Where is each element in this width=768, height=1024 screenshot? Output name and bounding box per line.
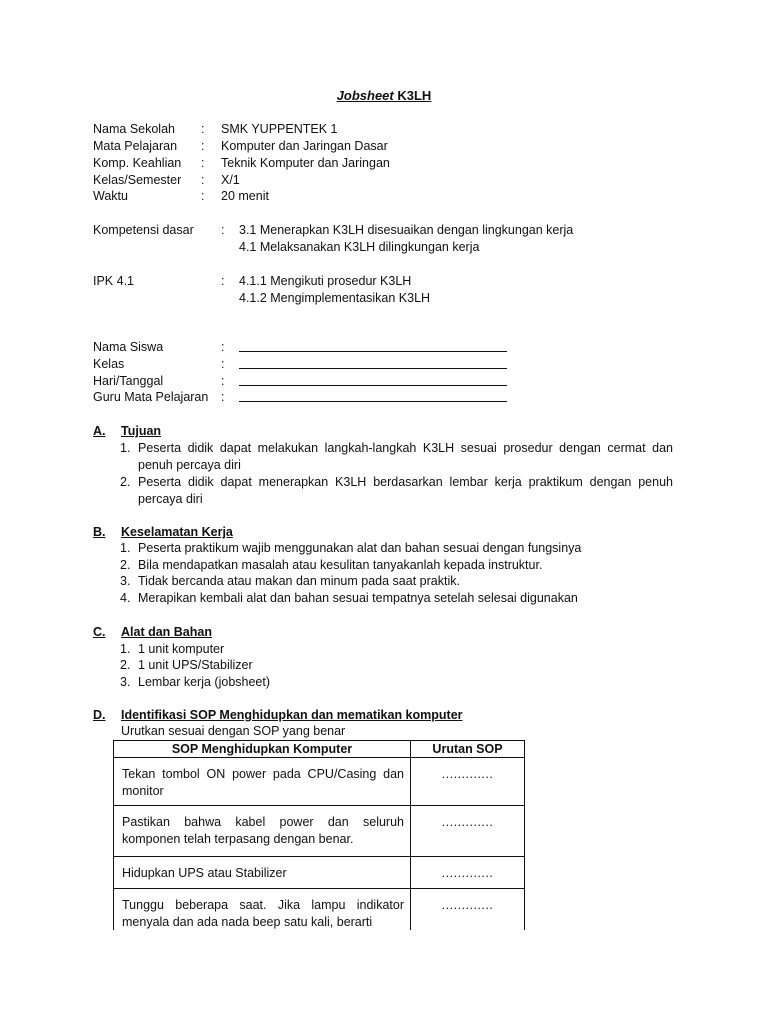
table-row (114, 806, 525, 857)
list-item (120, 557, 673, 574)
student-label: Hari/Tanggal (93, 374, 164, 388)
sop-step: Hidupkan UPS atau Stabilizer (114, 857, 411, 889)
blank-line[interactable] (239, 401, 507, 402)
colon: : (201, 122, 205, 136)
colon: : (221, 223, 225, 237)
blank-line[interactable] (239, 368, 507, 369)
item-number: 3. (120, 675, 131, 689)
kompetensi-line: 4.1 Melaksanakan K3LH dilingkungan kerja (239, 240, 480, 254)
info-label: Nama Sekolah (93, 122, 175, 136)
page-cutoff-mask (113, 930, 525, 1024)
info-label: Komp. Keahlian (93, 156, 182, 170)
info-value: SMK YUPPENTEK 1 (221, 122, 338, 136)
item-number: 3. (120, 574, 131, 588)
section-letter: C. (93, 625, 106, 639)
sop-order-field[interactable]: ............. (411, 758, 525, 806)
item-text: 1 unit komputer (138, 642, 225, 656)
document-title (0, 88, 768, 103)
info-value: Komputer dan Jaringan Dasar (221, 139, 388, 153)
kompetensi-line: 3.1 Menerapkan K3LH disesuaikan dengan lingkungan kerja (239, 223, 574, 237)
section-title: Alat dan Bahan (121, 625, 212, 639)
sop-order-field[interactable]: ............. (411, 806, 525, 857)
section-letter: D. (93, 708, 106, 722)
title-italic: Jobsheet (336, 88, 394, 103)
list-item (120, 674, 673, 691)
blank-line[interactable] (239, 385, 507, 386)
colon: : (201, 156, 205, 170)
sop-step: Tekan tombol ON power pada CPU/Casing dan monitor (114, 758, 411, 806)
item-text: Lembar kerja (jobsheet) (138, 675, 271, 689)
blank-line[interactable] (239, 351, 507, 352)
item-number: 4. (120, 591, 131, 605)
info-value: 20 menit (221, 189, 269, 203)
list-item (120, 657, 673, 674)
info-label: Kelas/Semester (93, 173, 182, 187)
item-text: Merapikan kembali alat dan bahan sesuai tempatnya setelah selesai digunakan (138, 591, 578, 605)
section-letter: A. (93, 424, 106, 438)
ipk-label: IPK 4.1 (93, 274, 134, 288)
item-number: 1. (120, 642, 131, 656)
sop-step: Tunggu beberapa saat. Jika lampu indikator menyala dan ada nada beep satu kali, berarti (114, 889, 411, 949)
info-value: X/1 (221, 173, 240, 187)
item-number: 1. (120, 541, 131, 555)
sop-table (113, 740, 525, 949)
item-text: Tidak bercanda atau makan dan minum pada saat praktik. (138, 574, 460, 588)
item-number: 2. (120, 658, 131, 672)
list-item (120, 474, 673, 507)
colon: : (221, 357, 225, 371)
list-item (120, 641, 673, 658)
ipk-line: 4.1.1 Mengikuti prosedur K3LH (239, 274, 412, 288)
kompetensi-label: Kompetensi dasar (93, 223, 194, 237)
title-rest: K3LH (393, 88, 432, 103)
colon: : (221, 390, 225, 404)
item-number: 2. (120, 475, 131, 489)
sop-order-field[interactable]: ............. (411, 857, 525, 889)
section-letter: B. (93, 525, 106, 539)
list-item (120, 540, 673, 557)
sop-step: Pastikan bahwa kabel power dan seluruh komponen telah terpasang dengan benar. (114, 806, 411, 857)
colon: : (221, 374, 225, 388)
item-number: 1. (120, 441, 131, 455)
table-row (114, 758, 525, 806)
colon: : (201, 189, 205, 203)
item-number: 2. (120, 558, 131, 572)
colon: : (201, 139, 205, 153)
table-header-row (114, 741, 525, 758)
item-text: 1 unit UPS/Stabilizer (138, 658, 253, 672)
list-item (120, 590, 673, 607)
student-label: Guru Mata Pelajaran (93, 390, 209, 404)
item-text: Peserta didik dapat menerapkan K3LH berdasarkan lembar kerja praktikum dengan penuh percaya diri (138, 475, 673, 506)
item-text: Peserta praktikum wajib menggunakan alat dan bahan sesuai dengan fungsinya (138, 541, 582, 555)
section-title: Tujuan (121, 424, 162, 438)
section-title: Keselamatan Kerja (121, 525, 233, 539)
student-label: Kelas (93, 357, 125, 371)
colon: : (221, 340, 225, 354)
section-title: Identifikasi SOP Menghidupkan dan mematikan komputer (121, 708, 463, 722)
header-sop: SOP Menghidupkan Komputer (114, 741, 411, 758)
ipk-line: 4.1.2 Mengimplementasikan K3LH (239, 291, 431, 305)
info-label: Mata Pelajaran (93, 139, 178, 153)
info-value: Teknik Komputer dan Jaringan (221, 156, 390, 170)
header-order: Urutan SOP (411, 741, 525, 758)
colon: : (221, 274, 225, 288)
list-item (120, 440, 673, 473)
sop-order-field[interactable]: ............. (411, 889, 525, 949)
colon: : (201, 173, 205, 187)
item-text: Peserta didik dapat melakukan langkah-langkah K3LH sesuai prosedur dengan cermat dan penuh percaya diri (138, 441, 673, 472)
item-text: Bila mendapatkan masalah atau kesulitan tanyakanlah kepada instruktur. (138, 558, 543, 572)
section-subtitle: Urutkan sesuai dengan SOP yang benar (121, 724, 346, 738)
info-label: Waktu (93, 189, 128, 203)
table-row (114, 857, 525, 889)
student-label: Nama Siswa (93, 340, 164, 354)
list-item (120, 573, 673, 590)
